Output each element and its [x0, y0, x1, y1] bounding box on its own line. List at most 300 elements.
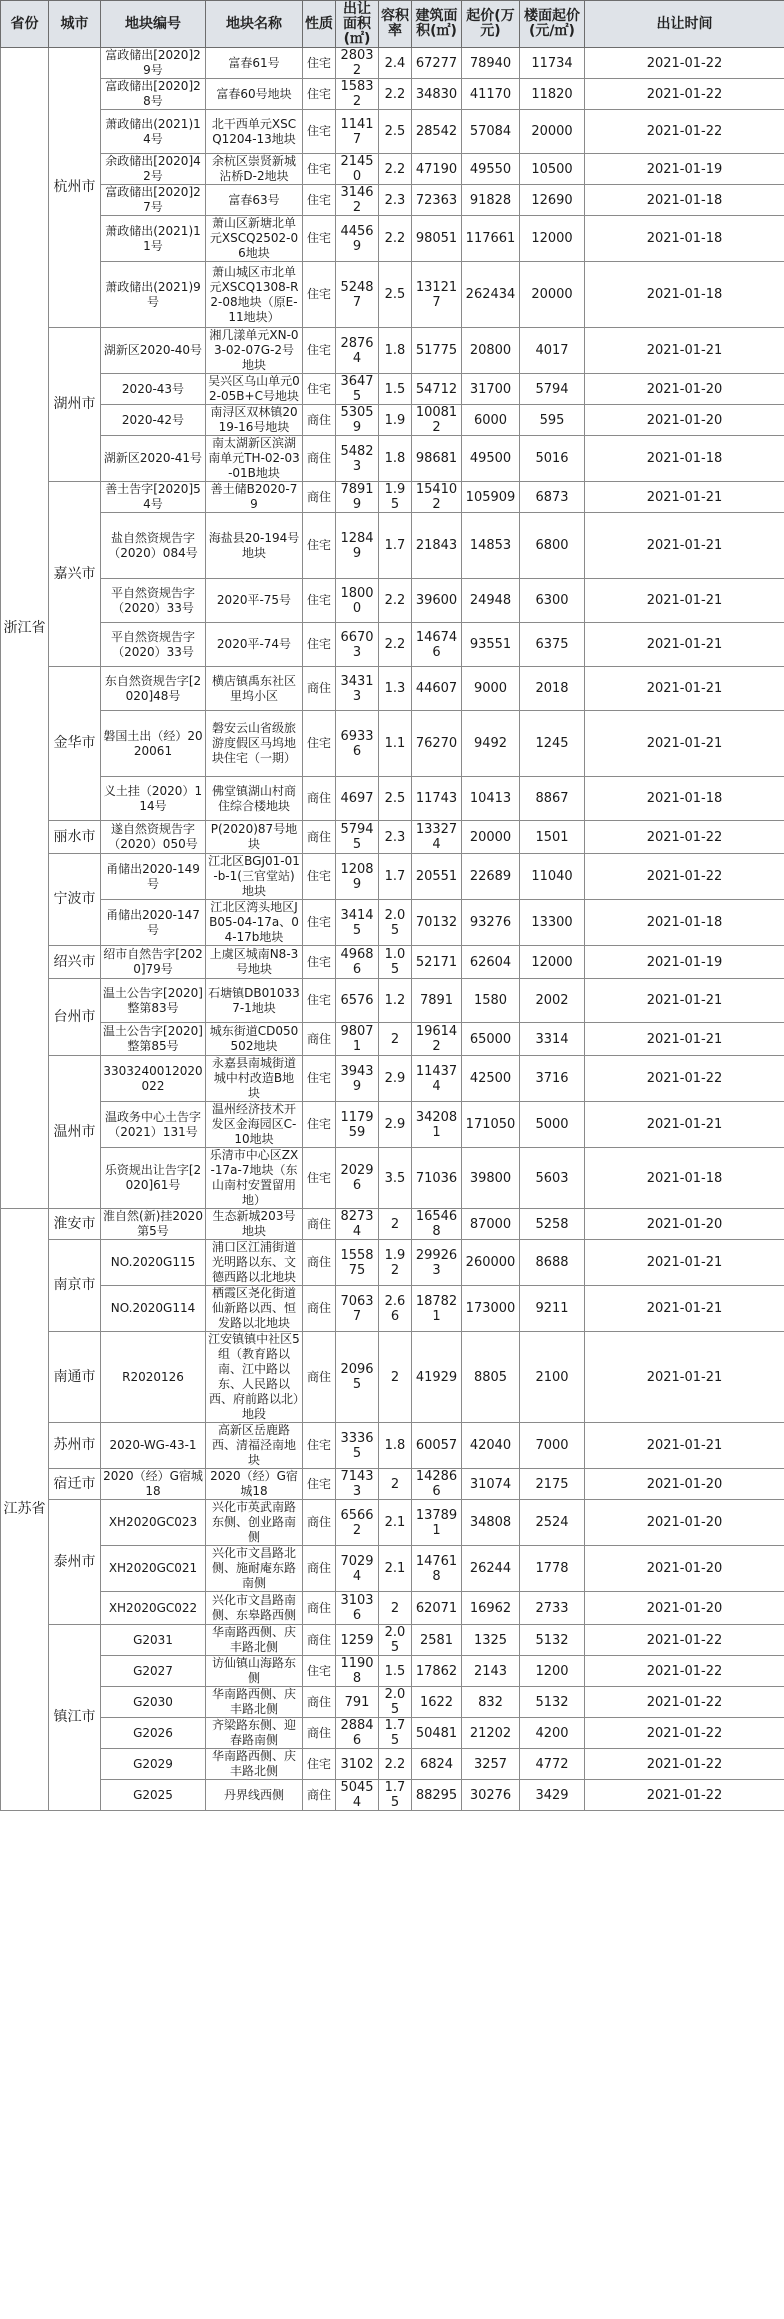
city-cell: 杭州市	[49, 48, 101, 328]
floor-area-cell: 67277	[412, 48, 462, 79]
auction-date-cell: 2021-01-21	[585, 979, 784, 1023]
starting-price-cell: 9000	[462, 667, 520, 711]
starting-price-cell: 42040	[462, 1423, 520, 1469]
floor-price-cell: 9211	[520, 1286, 585, 1332]
auction-date-cell: 2021-01-22	[585, 1056, 784, 1102]
floor-area-cell: 41929	[412, 1332, 462, 1423]
plot-ratio-cell: 1.3	[379, 667, 412, 711]
table-row	[1, 1102, 784, 1148]
starting-price-cell: 117661	[462, 216, 520, 262]
floor-area-cell: 39600	[412, 579, 462, 623]
table-row	[1, 979, 784, 1023]
starting-price-cell: 57084	[462, 110, 520, 154]
plot-ratio-cell: 2.1	[379, 1546, 412, 1592]
floor-price-cell: 595	[520, 405, 585, 436]
plot-code-cell: 温政务中心土告字（2021）131号	[101, 1102, 206, 1148]
usage-cell: 商住	[303, 1240, 336, 1286]
usage-cell: 住宅	[303, 623, 336, 667]
floor-price-cell: 5000	[520, 1102, 585, 1148]
table-row	[1, 711, 784, 777]
floor-area-cell: 142866	[412, 1469, 462, 1500]
usage-cell: 住宅	[303, 48, 336, 79]
plot-code-cell: G2029	[101, 1749, 206, 1780]
city-cell: 嘉兴市	[49, 482, 101, 667]
floor-price-cell: 4772	[520, 1749, 585, 1780]
usage-cell: 住宅	[303, 513, 336, 579]
land-area-cell: 4697	[336, 777, 379, 821]
plot-name-cell: 丹界线西侧	[206, 1780, 303, 1811]
starting-price-cell: 20800	[462, 328, 520, 374]
plot-name-cell: 萧山区新塘北单元XSCQ2502-06地块	[206, 216, 303, 262]
land-area-cell: 54823	[336, 436, 379, 482]
usage-cell: 住宅	[303, 946, 336, 979]
plot-code-cell: 善土告字[2020]54号	[101, 482, 206, 513]
plot-code-cell: 萧政储出(2021)11号	[101, 216, 206, 262]
plot-code-cell: 乐资规出让告字[2020]61号	[101, 1148, 206, 1209]
plot-name-cell: 江安镇镇中社区5组（教育路以南、江中路以东、人民路以西、府前路以北）地段	[206, 1332, 303, 1423]
floor-area-cell: 72363	[412, 185, 462, 216]
auction-date-cell: 2021-01-21	[585, 623, 784, 667]
plot-code-cell: G2030	[101, 1687, 206, 1718]
plot-name-cell: 海盐县20-194号地块	[206, 513, 303, 579]
starting-price-cell: 10413	[462, 777, 520, 821]
plot-ratio-cell: 1.8	[379, 1423, 412, 1469]
table-row	[1, 1718, 784, 1749]
starting-price-cell: 49500	[462, 436, 520, 482]
plot-ratio-cell: 1.05	[379, 946, 412, 979]
plot-name-cell: 华南路西侧、庆丰路北侧	[206, 1749, 303, 1780]
plot-code-cell: 湖新区2020-41号	[101, 436, 206, 482]
usage-cell: 住宅	[303, 1469, 336, 1500]
table-body	[1, 48, 784, 1811]
plot-ratio-cell: 1.2	[379, 979, 412, 1023]
plot-ratio-cell: 1.7	[379, 854, 412, 900]
usage-cell: 商住	[303, 1592, 336, 1625]
land-area-cell: 70637	[336, 1286, 379, 1332]
plot-ratio-cell: 2.2	[379, 1749, 412, 1780]
plot-code-cell: 平自然资规告字（2020）33号	[101, 579, 206, 623]
city-cell: 温州市	[49, 1056, 101, 1209]
land-area-cell: 15832	[336, 79, 379, 110]
auction-date-cell: 2021-01-22	[585, 110, 784, 154]
plot-code-cell: XH2020GC023	[101, 1500, 206, 1546]
plot-ratio-cell: 1.75	[379, 1718, 412, 1749]
floor-price-cell: 11040	[520, 854, 585, 900]
starting-price-cell: 30276	[462, 1780, 520, 1811]
table-row	[1, 513, 784, 579]
floor-area-cell: 20551	[412, 854, 462, 900]
land-area-cell: 52487	[336, 262, 379, 328]
floor-price-cell: 7000	[520, 1423, 585, 1469]
plot-name-cell: 磐安云山省级旅游度假区马坞地块住宅（一期）	[206, 711, 303, 777]
floor-price-cell: 3429	[520, 1780, 585, 1811]
land-area-cell: 28846	[336, 1718, 379, 1749]
floor-price-cell: 1245	[520, 711, 585, 777]
floor-price-cell: 1778	[520, 1546, 585, 1592]
plot-name-cell: 佛堂镇湖山村商住综合楼地块	[206, 777, 303, 821]
auction-date-cell: 2021-01-22	[585, 854, 784, 900]
plot-code-cell: NO.2020G114	[101, 1286, 206, 1332]
table-row	[1, 1332, 784, 1423]
floor-price-cell: 3314	[520, 1023, 585, 1056]
auction-date-cell: 2021-01-18	[585, 1148, 784, 1209]
plot-ratio-cell: 2.2	[379, 623, 412, 667]
city-cell: 湖州市	[49, 328, 101, 482]
land-area-cell: 12089	[336, 854, 379, 900]
land-area-cell: 36475	[336, 374, 379, 405]
floor-area-cell: 71036	[412, 1148, 462, 1209]
plot-ratio-cell: 2.3	[379, 185, 412, 216]
plot-name-cell: 永嘉县南城街道城中村改造B地块	[206, 1056, 303, 1102]
table-row	[1, 154, 784, 185]
floor-price-cell: 4200	[520, 1718, 585, 1749]
floor-price-cell: 5016	[520, 436, 585, 482]
starting-price-cell: 6000	[462, 405, 520, 436]
table-row	[1, 262, 784, 328]
auction-date-cell: 2021-01-21	[585, 1023, 784, 1056]
auction-date-cell: 2021-01-19	[585, 946, 784, 979]
plot-code-cell: 2020-WG-43-1	[101, 1423, 206, 1469]
plot-name-cell: 余杭区崇贤新城沾桥D-2地块	[206, 154, 303, 185]
floor-area-cell: 60057	[412, 1423, 462, 1469]
plot-code-cell: R2020126	[101, 1332, 206, 1423]
auction-date-cell: 2021-01-20	[585, 1469, 784, 1500]
floor-price-cell: 13300	[520, 900, 585, 946]
usage-cell: 商住	[303, 1023, 336, 1056]
land-area-cell: 53059	[336, 405, 379, 436]
plot-code-cell: G2025	[101, 1780, 206, 1811]
table-row	[1, 1592, 784, 1625]
plot-ratio-cell: 2.9	[379, 1102, 412, 1148]
floor-price-cell: 20000	[520, 110, 585, 154]
plot-code-cell: 东自然资规告字[2020]48号	[101, 667, 206, 711]
header-plot-code: 地块编号	[101, 1, 206, 48]
plot-code-cell: XH2020GC022	[101, 1592, 206, 1625]
header-land-area: 出让面积(㎡)	[336, 1, 379, 48]
usage-cell: 住宅	[303, 979, 336, 1023]
usage-cell: 商住	[303, 777, 336, 821]
usage-cell: 住宅	[303, 1102, 336, 1148]
city-cell: 镇江市	[49, 1625, 101, 1811]
auction-date-cell: 2021-01-21	[585, 1102, 784, 1148]
starting-price-cell: 260000	[462, 1240, 520, 1286]
plot-ratio-cell: 2.5	[379, 262, 412, 328]
starting-price-cell: 49550	[462, 154, 520, 185]
plot-ratio-cell: 2	[379, 1023, 412, 1056]
land-area-cell: 70294	[336, 1546, 379, 1592]
plot-ratio-cell: 1.8	[379, 328, 412, 374]
plot-name-cell: 温州经济技术开发区金海园区C-10地块	[206, 1102, 303, 1148]
floor-area-cell: 146746	[412, 623, 462, 667]
floor-area-cell: 342081	[412, 1102, 462, 1148]
city-cell: 金华市	[49, 667, 101, 821]
plot-ratio-cell: 1.5	[379, 1656, 412, 1687]
city-cell: 绍兴市	[49, 946, 101, 979]
plot-code-cell: 3303240012020022	[101, 1056, 206, 1102]
auction-date-cell: 2021-01-22	[585, 1718, 784, 1749]
starting-price-cell: 8805	[462, 1332, 520, 1423]
starting-price-cell: 22689	[462, 854, 520, 900]
usage-cell: 住宅	[303, 1423, 336, 1469]
plot-ratio-cell: 1.92	[379, 1240, 412, 1286]
land-area-cell: 3102	[336, 1749, 379, 1780]
auction-date-cell: 2021-01-18	[585, 262, 784, 328]
plot-name-cell: 2020平-74号	[206, 623, 303, 667]
plot-name-cell: P(2020)87号地块	[206, 821, 303, 854]
land-area-cell: 31036	[336, 1592, 379, 1625]
starting-price-cell: 31700	[462, 374, 520, 405]
floor-area-cell: 11743	[412, 777, 462, 821]
plot-code-cell: 绍市自然告字[2020]79号	[101, 946, 206, 979]
floor-area-cell: 154102	[412, 482, 462, 513]
plot-name-cell: 上虞区城南N8-3号地块	[206, 946, 303, 979]
floor-price-cell: 5258	[520, 1209, 585, 1240]
table-row	[1, 1148, 784, 1209]
floor-price-cell: 1501	[520, 821, 585, 854]
table-row	[1, 667, 784, 711]
starting-price-cell: 173000	[462, 1286, 520, 1332]
city-cell: 苏州市	[49, 1423, 101, 1469]
plot-code-cell: 平自然资规告字（2020）33号	[101, 623, 206, 667]
plot-name-cell: 高新区岳鹿路西、清福泾南地块	[206, 1423, 303, 1469]
land-area-cell: 82734	[336, 1209, 379, 1240]
plot-name-cell: 华南路西侧、庆丰路北侧	[206, 1625, 303, 1656]
floor-area-cell: 147618	[412, 1546, 462, 1592]
plot-ratio-cell: 2.2	[379, 154, 412, 185]
plot-code-cell: 富政储出[2020]27号	[101, 185, 206, 216]
usage-cell: 商住	[303, 1332, 336, 1423]
header-floor-area: 建筑面积(㎡)	[412, 1, 462, 48]
floor-area-cell: 98681	[412, 436, 462, 482]
table-row	[1, 1056, 784, 1102]
plot-name-cell: 石塘镇DB010337-1地块	[206, 979, 303, 1023]
auction-date-cell: 2021-01-18	[585, 185, 784, 216]
land-area-cell: 1259	[336, 1625, 379, 1656]
plot-ratio-cell: 1.75	[379, 1780, 412, 1811]
plot-ratio-cell: 2	[379, 1332, 412, 1423]
plot-ratio-cell: 2	[379, 1592, 412, 1625]
header-usage: 性质	[303, 1, 336, 48]
plot-ratio-cell: 2.05	[379, 1625, 412, 1656]
table-row	[1, 1423, 784, 1469]
table-header	[1, 1, 784, 48]
starting-price-cell: 16962	[462, 1592, 520, 1625]
auction-date-cell: 2021-01-21	[585, 1286, 784, 1332]
plot-ratio-cell: 2.2	[379, 79, 412, 110]
province-cell: 江苏省	[1, 1209, 49, 1811]
starting-price-cell: 41170	[462, 79, 520, 110]
floor-price-cell: 5603	[520, 1148, 585, 1209]
plot-ratio-cell: 3.5	[379, 1148, 412, 1209]
auction-date-cell: 2021-01-22	[585, 821, 784, 854]
starting-price-cell: 21202	[462, 1718, 520, 1749]
usage-cell: 住宅	[303, 1749, 336, 1780]
starting-price-cell: 105909	[462, 482, 520, 513]
table-row	[1, 1749, 784, 1780]
starting-price-cell: 87000	[462, 1209, 520, 1240]
usage-cell: 商住	[303, 1718, 336, 1749]
plot-name-cell: 南浔区双林镇2019-16号地块	[206, 405, 303, 436]
floor-price-cell: 2018	[520, 667, 585, 711]
plot-name-cell: 湘几漾单元XN-03-02-07G-2号地块	[206, 328, 303, 374]
floor-area-cell: 88295	[412, 1780, 462, 1811]
starting-price-cell: 832	[462, 1687, 520, 1718]
plot-ratio-cell: 2.66	[379, 1286, 412, 1332]
starting-price-cell: 31074	[462, 1469, 520, 1500]
table-row	[1, 1656, 784, 1687]
starting-price-cell: 1580	[462, 979, 520, 1023]
table-row	[1, 328, 784, 374]
land-area-cell: 791	[336, 1687, 379, 1718]
table-row	[1, 821, 784, 854]
plot-code-cell: 余政储出[2020]42号	[101, 154, 206, 185]
plot-name-cell: 富春60号地块	[206, 79, 303, 110]
plot-name-cell: 生态新城203号地块	[206, 1209, 303, 1240]
floor-price-cell: 8688	[520, 1240, 585, 1286]
auction-date-cell: 2021-01-18	[585, 436, 784, 482]
city-cell: 淮安市	[49, 1209, 101, 1240]
land-area-cell: 65662	[336, 1500, 379, 1546]
header-row	[1, 1, 784, 48]
starting-price-cell: 39800	[462, 1148, 520, 1209]
header-plot-ratio: 容积率	[379, 1, 412, 48]
table-row	[1, 1625, 784, 1656]
floor-area-cell: 44607	[412, 667, 462, 711]
land-area-cell: 49686	[336, 946, 379, 979]
land-area-cell: 98071	[336, 1023, 379, 1056]
usage-cell: 住宅	[303, 1656, 336, 1687]
plot-ratio-cell: 2.2	[379, 579, 412, 623]
starting-price-cell: 14853	[462, 513, 520, 579]
usage-cell: 商住	[303, 436, 336, 482]
table-row	[1, 79, 784, 110]
plot-ratio-cell: 2.05	[379, 900, 412, 946]
province-cell: 浙江省	[1, 48, 49, 1209]
usage-cell: 商住	[303, 1209, 336, 1240]
starting-price-cell: 93551	[462, 623, 520, 667]
usage-cell: 住宅	[303, 711, 336, 777]
plot-code-cell: 淮自然(新)挂2020第5号	[101, 1209, 206, 1240]
floor-price-cell: 1200	[520, 1656, 585, 1687]
plot-name-cell: 浦口区江浦街道光明路以东、文德西路以北地块	[206, 1240, 303, 1286]
usage-cell: 商住	[303, 482, 336, 513]
plot-name-cell: 江北区湾头地区JB05-04-17a、04-17b地块	[206, 900, 303, 946]
starting-price-cell: 42500	[462, 1056, 520, 1102]
header-province: 省份	[1, 1, 49, 48]
starting-price-cell: 26244	[462, 1546, 520, 1592]
land-area-cell: 39439	[336, 1056, 379, 1102]
floor-area-cell: 70132	[412, 900, 462, 946]
floor-price-cell: 12690	[520, 185, 585, 216]
land-area-cell: 34145	[336, 900, 379, 946]
starting-price-cell: 34808	[462, 1500, 520, 1546]
usage-cell: 商住	[303, 821, 336, 854]
header-city: 城市	[49, 1, 101, 48]
usage-cell: 商住	[303, 1625, 336, 1656]
usage-cell: 住宅	[303, 79, 336, 110]
land-area-cell: 11908	[336, 1656, 379, 1687]
plot-code-cell: XH2020GC021	[101, 1546, 206, 1592]
floor-area-cell: 98051	[412, 216, 462, 262]
auction-date-cell: 2021-01-21	[585, 667, 784, 711]
auction-date-cell: 2021-01-20	[585, 374, 784, 405]
usage-cell: 商住	[303, 667, 336, 711]
table-row	[1, 1209, 784, 1240]
land-area-cell: 28032	[336, 48, 379, 79]
floor-area-cell: 7891	[412, 979, 462, 1023]
table-row	[1, 482, 784, 513]
land-area-cell: 33365	[336, 1423, 379, 1469]
plot-name-cell: 富春63号	[206, 185, 303, 216]
usage-cell: 住宅	[303, 262, 336, 328]
table-row	[1, 1240, 784, 1286]
table-row	[1, 900, 784, 946]
table-row	[1, 946, 784, 979]
floor-price-cell: 4017	[520, 328, 585, 374]
auction-date-cell: 2021-01-20	[585, 1592, 784, 1625]
floor-price-cell: 10500	[520, 154, 585, 185]
plot-name-cell: 兴化市英武南路东侧、创业路南侧	[206, 1500, 303, 1546]
auction-date-cell: 2021-01-22	[585, 1687, 784, 1718]
table-row	[1, 1286, 784, 1332]
floor-area-cell: 28542	[412, 110, 462, 154]
floor-area-cell: 100812	[412, 405, 462, 436]
land-area-cell: 12849	[336, 513, 379, 579]
land-area-cell: 21450	[336, 154, 379, 185]
table-row	[1, 436, 784, 482]
plot-name-cell: 兴化市文昌路南侧、东皋路西侧	[206, 1592, 303, 1625]
usage-cell: 住宅	[303, 1148, 336, 1209]
plot-ratio-cell: 2.1	[379, 1500, 412, 1546]
plot-code-cell: 富政储出[2020]29号	[101, 48, 206, 79]
starting-price-cell: 171050	[462, 1102, 520, 1148]
floor-area-cell: 131217	[412, 262, 462, 328]
auction-date-cell: 2021-01-21	[585, 328, 784, 374]
plot-code-cell: 萧政储出(2021)9号	[101, 262, 206, 328]
floor-area-cell: 17862	[412, 1656, 462, 1687]
plot-code-cell: 磐国土出（经）2020061	[101, 711, 206, 777]
table-row	[1, 405, 784, 436]
auction-date-cell: 2021-01-18	[585, 216, 784, 262]
plot-code-cell: G2031	[101, 1625, 206, 1656]
table-row	[1, 1469, 784, 1500]
table-row	[1, 1546, 784, 1592]
plot-code-cell: 2020（经）G宿城18	[101, 1469, 206, 1500]
auction-date-cell: 2021-01-21	[585, 1423, 784, 1469]
floor-price-cell: 5794	[520, 374, 585, 405]
floor-price-cell: 12000	[520, 216, 585, 262]
auction-date-cell: 2021-01-18	[585, 777, 784, 821]
plot-code-cell: G2027	[101, 1656, 206, 1687]
plot-ratio-cell: 2.05	[379, 1687, 412, 1718]
floor-area-cell: 133274	[412, 821, 462, 854]
floor-area-cell: 52171	[412, 946, 462, 979]
auction-date-cell: 2021-01-20	[585, 405, 784, 436]
plot-code-cell: 2020-42号	[101, 405, 206, 436]
usage-cell: 住宅	[303, 579, 336, 623]
floor-price-cell: 5132	[520, 1625, 585, 1656]
floor-price-cell: 6300	[520, 579, 585, 623]
plot-ratio-cell: 2.4	[379, 48, 412, 79]
auction-date-cell: 2021-01-22	[585, 1656, 784, 1687]
table-row	[1, 216, 784, 262]
floor-price-cell: 12000	[520, 946, 585, 979]
plot-ratio-cell: 2.5	[379, 777, 412, 821]
table-row	[1, 1687, 784, 1718]
floor-area-cell: 34830	[412, 79, 462, 110]
floor-price-cell: 3716	[520, 1056, 585, 1102]
plot-ratio-cell: 2.3	[379, 821, 412, 854]
